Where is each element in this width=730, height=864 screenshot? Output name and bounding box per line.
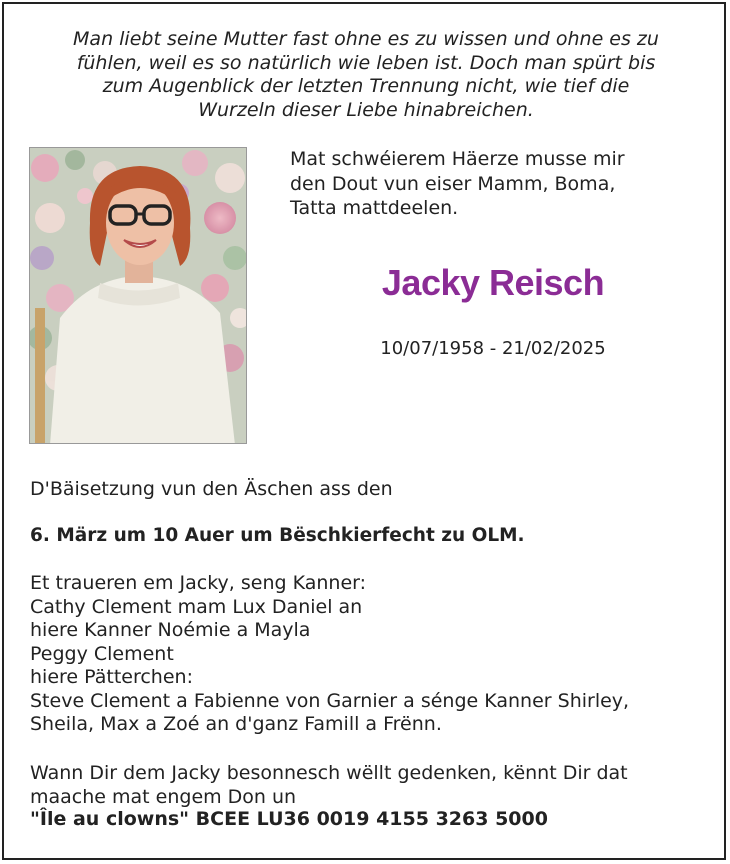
life-dates: 10/07/1958 - 21/02/2025: [380, 338, 606, 359]
intro-line: Mat schwéierem Häerze musse mir: [290, 148, 625, 170]
portrait-photo: [29, 147, 247, 444]
announcement-intro: [290, 147, 700, 221]
mourner-line: hiere Pätterchen:: [30, 666, 193, 688]
quote-line: fühlen, weil es so natürlich wie leben ist. Doch man spürt bis: [76, 51, 656, 74]
mourners-list: [30, 572, 710, 737]
quote-line: Wurzeln dieser Liebe hinabreichen.: [198, 98, 534, 121]
donation-line: maache mat engem Don un: [30, 785, 297, 808]
mourner-line: hiere Kanner Noémie a Mayla: [30, 619, 311, 641]
quote-line: Man liebt seine Mutter fast ohne es zu wissen und ohne es zu: [73, 28, 659, 50]
bank-details: "Île au clowns" BCEE LU36 0019 4155 3263 5000: [30, 808, 548, 830]
intro-line: den Dout vun eiser Mamm, Boma,: [290, 172, 616, 195]
memorial-quote: [30, 28, 702, 122]
ceremony-details: 6. März um 10 Auer um Bëschkierfecht zu OLM.: [30, 525, 525, 546]
deceased-name: Jacky Reisch: [381, 262, 605, 303]
intro-line: Tatta mattdeelen.: [290, 197, 459, 219]
mourner-line: Cathy Clement mam Lux Daniel an: [30, 595, 363, 618]
donation-text: [30, 762, 710, 809]
mourner-line: Steve Clement a Fabienne von Garnier a sénge Kanner Shirley,: [30, 689, 630, 712]
quote-line: zum Augenblick der letzten Trennung nicht, wie tief die: [102, 75, 630, 97]
ceremony-intro: D'Bäisetzung vun den Äschen ass den: [30, 478, 393, 500]
mourner-line: Et traueren em Jacky, seng Kanner:: [30, 572, 367, 594]
donation-line: Wann Dir dem Jacky besonnesch wëllt gedenken, kënnt Dir dat: [30, 762, 628, 784]
mourner-line: Sheila, Max a Zoé an d'ganz Famill a Frënn.: [30, 713, 442, 735]
mourner-line: Peggy Clement: [30, 642, 174, 665]
